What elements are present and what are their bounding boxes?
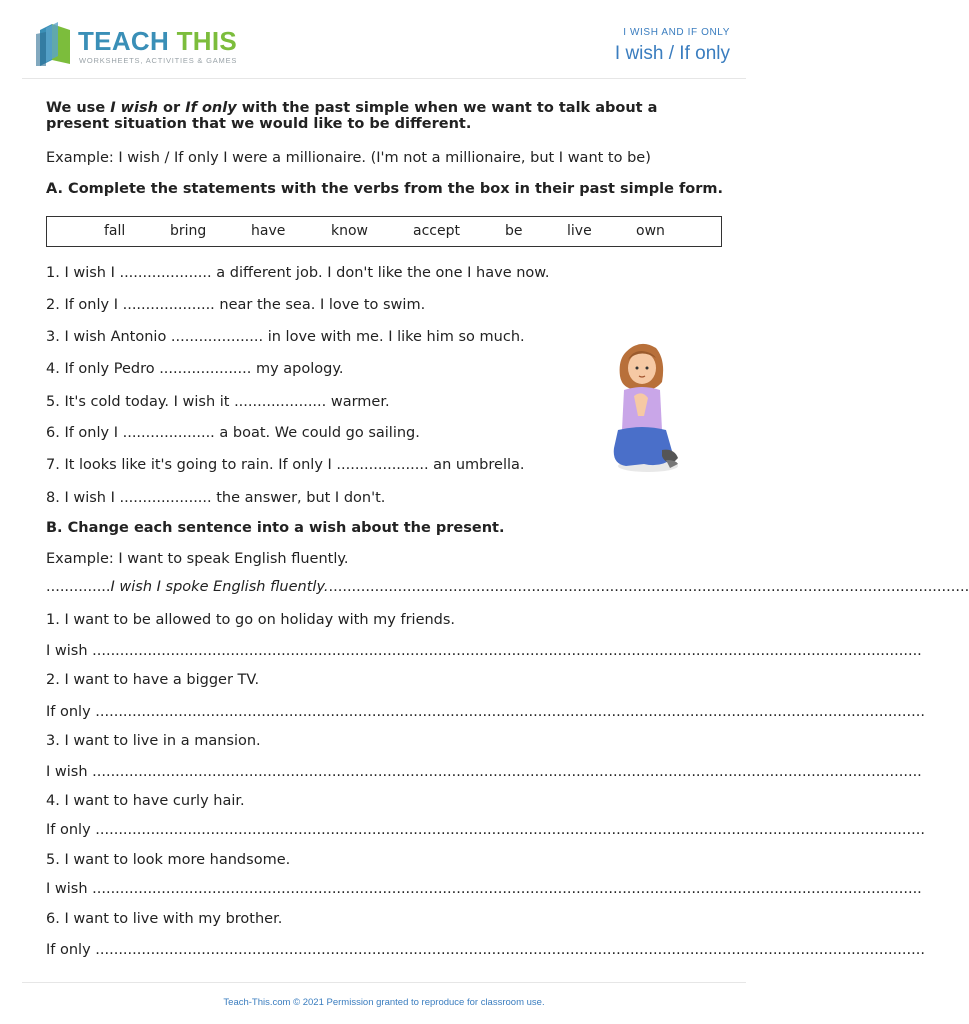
intro-paragraph: We use I wish or If only with the past simple when we want to talk about a present situation that we would like to be different. (46, 100, 658, 132)
kneeling-girl-illustration (604, 338, 682, 476)
book-logo-icon (36, 22, 76, 66)
example-a: Example: I wish / If only I were a millionaire. (I'm not a millionaire, but I want to be) (46, 150, 651, 166)
exercise-b-answer-line (46, 764, 922, 780)
answer-dots: .................................................................................................................................................................................... (92, 881, 922, 897)
word-box-item: bring (170, 223, 207, 239)
logo-tagline: WORKSHEETS, ACTIVITIES & GAMES (79, 56, 238, 65)
word-box-item: know (331, 223, 368, 239)
page-footer: Teach-This.com © 2021 Permission granted to reproduce for classroom use. (22, 982, 746, 1008)
exercise-a-item: 3. I wish Antonio .................... in love with me. I like him so much. (46, 329, 525, 345)
header-title-block (615, 27, 730, 65)
exercise-b-answer-line (46, 822, 925, 838)
exercise-b-prompt: 2. I want to have a bigger TV. (46, 672, 260, 688)
logo-wordmark: TEACH THIS (78, 26, 238, 56)
word-box-item: be (505, 223, 523, 239)
word-box-item: fall (104, 223, 126, 239)
word-box-item: live (567, 223, 592, 239)
exercise-b-prompt: 1. I want to be allowed to go on holiday with my friends. (46, 612, 456, 628)
word-box (46, 216, 722, 247)
exercise-b-prompt: 3. I want to live in a mansion. (46, 733, 261, 749)
exercise-b-prompt: 6. I want to live with my brother. (46, 911, 283, 927)
answer-dots: .................................................................................................................................................................................... (92, 764, 922, 780)
exercise-b-prompt: 4. I want to have curly hair. (46, 793, 245, 809)
example-b-answer-line (46, 579, 969, 595)
answer-starter: I wish (46, 643, 88, 659)
exercise-a-item: 1. I wish I .................... a different job. I don't like the one I have now. (46, 265, 550, 281)
example-b-answer: I wish I spoke English fluently. (110, 579, 329, 595)
exercise-b-prompt: 5. I want to look more handsome. (46, 852, 291, 868)
exercise-a-item: 6. If only I .................... a boat. We could go sailing. (46, 425, 420, 441)
exercise-b-answer-line (46, 704, 925, 720)
section-b-heading: B. Change each sentence into a wish about the present. (46, 520, 505, 536)
worksheet-kicker: I WISH AND IF ONLY (623, 27, 730, 38)
answer-dots: .................................................................................................................................................................................... (95, 822, 925, 838)
exercise-a-item: 8. I wish I .................... the answer, but I don't. (46, 490, 386, 506)
answer-dots: .............. (46, 579, 111, 595)
word-box-item: own (636, 223, 665, 239)
exercise-b-answer-line (46, 881, 922, 897)
word-box-item: accept (413, 223, 460, 239)
answer-starter: If only (46, 822, 91, 838)
section-a-heading: A. Complete the statements with the verbs from the box in their past simple form. (46, 181, 723, 197)
answer-starter: I wish (46, 881, 88, 897)
exercise-a-item: 7. It looks like it's going to rain. If only I .................... an umbrella. (46, 457, 525, 473)
answer-starter: I wish (46, 764, 88, 780)
answer-dots: .................................................................................................................................................................................... (92, 643, 922, 659)
exercise-a-item: 5. It's cold today. I wish it .................... warmer. (46, 394, 390, 410)
teach-this-logo (36, 22, 236, 68)
exercise-a-item: 2. If only I .................... near the sea. I love to swim. (46, 297, 426, 313)
worksheet-title: I wish / If only (614, 43, 730, 64)
exercise-a-item: 4. If only Pedro .................... my apology. (46, 361, 344, 377)
answer-dots: .................................................................................................................................................................................... (95, 704, 925, 720)
word-box-item: have (251, 223, 286, 239)
answer-starter: If only (46, 704, 91, 720)
exercise-b-answer-line (46, 942, 925, 958)
answer-starter: If only (46, 942, 91, 958)
page-header (22, 0, 746, 79)
answer-dots: ........................................................................................................................................... (328, 579, 969, 595)
exercise-b-answer-line (46, 643, 922, 659)
answer-dots: .................................................................................................................................................................................... (95, 942, 925, 958)
example-b-prompt: Example: I want to speak English fluently. (46, 551, 349, 567)
